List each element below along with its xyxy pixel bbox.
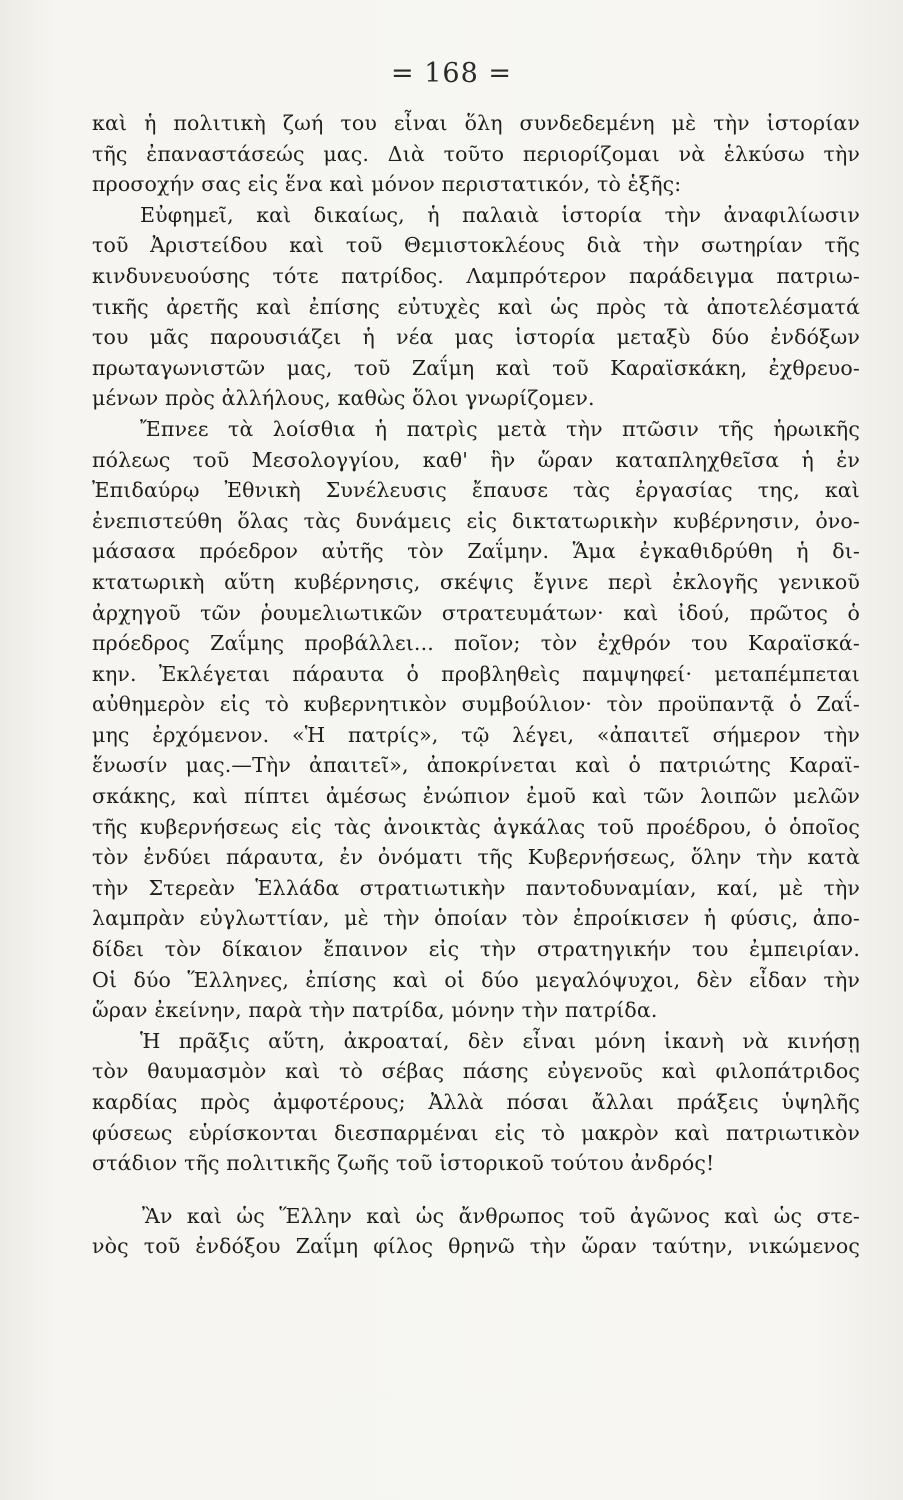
text-line: τοῦ Ἀριστείδου καὶ τοῦ Θεμιστοκλέους διὰ τὴν σωτηρίαν τῆς <box>92 233 860 258</box>
text-line: Εὐφημεῖ, καὶ δικαίως, ἡ παλαιὰ ἱστορία τὴν ἀναφιλίωσιν <box>140 202 860 227</box>
text-line: κην. Ἐκλέγεται πάραυτα ὁ προβληθεὶς παμψηφεί· μεταπέμπεται <box>92 661 860 686</box>
body-text <box>92 108 860 1262</box>
text-line: τὸν θαυμασμὸν καὶ τὸ σέβας πάσης εὐγενοῦς καὶ φιλοπάτριδος <box>92 1059 860 1084</box>
text-line: αὐθημερὸν εἰς τὸ κυβερνητικὸν συμβούλιον· τὸν προϋπαντᾷ ὁ Ζαΐ- <box>92 692 860 717</box>
text-line: τῆς κυβερνήσεως εἰς τὰς ἀνοικτὰς ἀγκάλας τοῦ προέδρου, ὁ ὁποῖος <box>92 814 860 839</box>
text-line: Ἐπιδαύρῳ Ἐθνικὴ Συνέλευσις ἔπαυσε τὰς ἐργασίας της, καὶ <box>92 478 860 503</box>
text-line: ἀρχηγοῦ τῶν ῥουμελιωτικῶν στρατευμάτων· καὶ ἰδού, πρῶτος ὁ <box>92 600 860 625</box>
text-line: πρόεδρος Ζαΐμης προβάλλει... ποῖον; τὸν ἐχθρόν του Καραϊσκά- <box>92 631 860 656</box>
text-line: τῆς ἐπαναστάσεώς μας. Διὰ τοῦτο περιορίζομαι νὰ ἑλκύσω τὴν <box>92 141 860 166</box>
text-line: τὴν Στερεὰν Ἑλλάδα στρατιωτικὴν παντοδυναμίαν, καί, μὲ τὴν <box>92 875 860 900</box>
text-line: καρδίας πρὸς ἀμφοτέρους; Ἀλλὰ πόσαι ἄλλαι πράξεις ὑψηλῆς <box>92 1090 860 1114</box>
text-line: μένων πρὸς ἀλλήλους, καθὼς ὅλοι γνωρίζομεν. <box>92 386 595 411</box>
text-line: κτατωρικὴ αὕτη κυβέρνησις, σκέψις ἔγινε περὶ ἐκλογῆς γενικοῦ <box>92 569 860 594</box>
text-line: ὥραν ἐκείνην, παρὰ τὴν πατρίδα, μόνην τὴν πατρίδα. <box>92 998 658 1023</box>
text-line: πρωταγωνιστῶν μας, τοῦ Ζαΐμη καὶ τοῦ Καραϊσκάκη, ἐχθρευο- <box>92 355 860 380</box>
text-line: κινδυνευούσης τότε πατρίδος. Λαμπρότερον παράδειγμα πατριω- <box>92 263 860 288</box>
text-line: στάδιον τῆς πολιτικῆς ζωῆς τοῦ ἱστορικοῦ τούτου ἀνδρός! <box>92 1151 715 1176</box>
text-line: δίδει τὸν δίκαιον ἔπαινον εἰς τὴν στρατηγικήν του ἐμπειρίαν. <box>92 937 860 962</box>
text-line: ἕνωσίν μας.—Τὴν ἀπαιτεῖ», ἀποκρίνεται καὶ ὁ πατριώτης Καραϊ- <box>92 753 860 778</box>
text-line: φύσεως εὑρίσκονται διεσπαρμέναι εἰς τὸ μακρὸν καὶ πατριωτικὸν <box>92 1120 860 1145</box>
text-line: Ἔπνεε τὰ λοίσθια ἡ πατρὶς μετὰ τὴν πτῶσιν τῆς ἡρωικῆς <box>140 416 860 441</box>
text-line: τικῆς ἀρετῆς καὶ ἐπίσης εὐτυχὲς καὶ ὡς πρὸς τὰ ἀποτελέσματά <box>92 294 860 319</box>
text-line: Ἡ πρᾶξις αὕτη, ἀκροαταί, δὲν εἶναι μόνη ἱκανὴ νὰ κινήσῃ <box>140 1028 860 1053</box>
text-line: πόλεως τοῦ Μεσολογγίου, καθ' ἣν ὥραν καταπληχθεῖσα ἡ ἐν <box>92 447 860 472</box>
text-line: καὶ ἡ πολιτικὴ ζωή του εἶναι ὅλη συνδεδεμένη μὲ τὴν ἱστορίαν <box>92 111 860 135</box>
text-line: προσοχήν σας εἰς ἕνα καὶ μόνον περιστατικόν, τὸ ἑξῆς: <box>92 172 682 197</box>
text-line: σκάκης, καὶ πίπτει ἀμέσως ἐνώπιον ἐμοῦ καὶ τῶν λοιπῶν μελῶν <box>92 784 860 809</box>
text-line: ἐνεπιστεύθη ὅλας τὰς δυνάμεις εἰς δικτατωρικὴν κυβέρνησιν, ὀνο- <box>92 508 860 533</box>
text-line: μης ἐρχόμενον. «Ἡ πατρίς», τῷ λέγει, «ἀπαιτεῖ σήμερον τὴν <box>92 722 860 747</box>
text-line: του μᾶς παρουσιάζει ἡ νέα μας ἱστορία μεταξὺ δύο ἐνδόξων <box>92 325 860 350</box>
text-line: νὸς τοῦ ἐνδόξου Ζαΐμη φίλος θρηνῶ τὴν ὥραν ταύτην, νικώμενος <box>92 1234 860 1259</box>
text-line: τὸν ἐνδύει πάραυτα, ἐν ὀνόματι τῆς Κυβερνήσεως, ὅλην τὴν κατὰ <box>92 845 860 870</box>
text-line: μάσασα πρόεδρον αὐτῆς τὸν Ζαΐμην. Ἅμα ἐγκαθιδρύθη ἡ δι- <box>92 539 860 564</box>
text-line: λαμπρὰν εὐγλωττίαν, μὲ τὴν ὁποίαν τὸν ἐπροίκισεν ἡ φύσις, ἀπο- <box>92 906 860 931</box>
page-number: = 168 = <box>391 58 512 89</box>
text-line: Ἂν καὶ ὡς Ἕλλην καὶ ὡς ἄνθρωπος τοῦ ἀγῶνος καὶ ὡς στε- <box>142 1203 860 1228</box>
text-line: Οἱ δύο Ἕλληνες, ἐπίσης καὶ οἱ δύο μεγαλόψυχοι, δὲν εἶδαν τὴν <box>92 967 860 992</box>
